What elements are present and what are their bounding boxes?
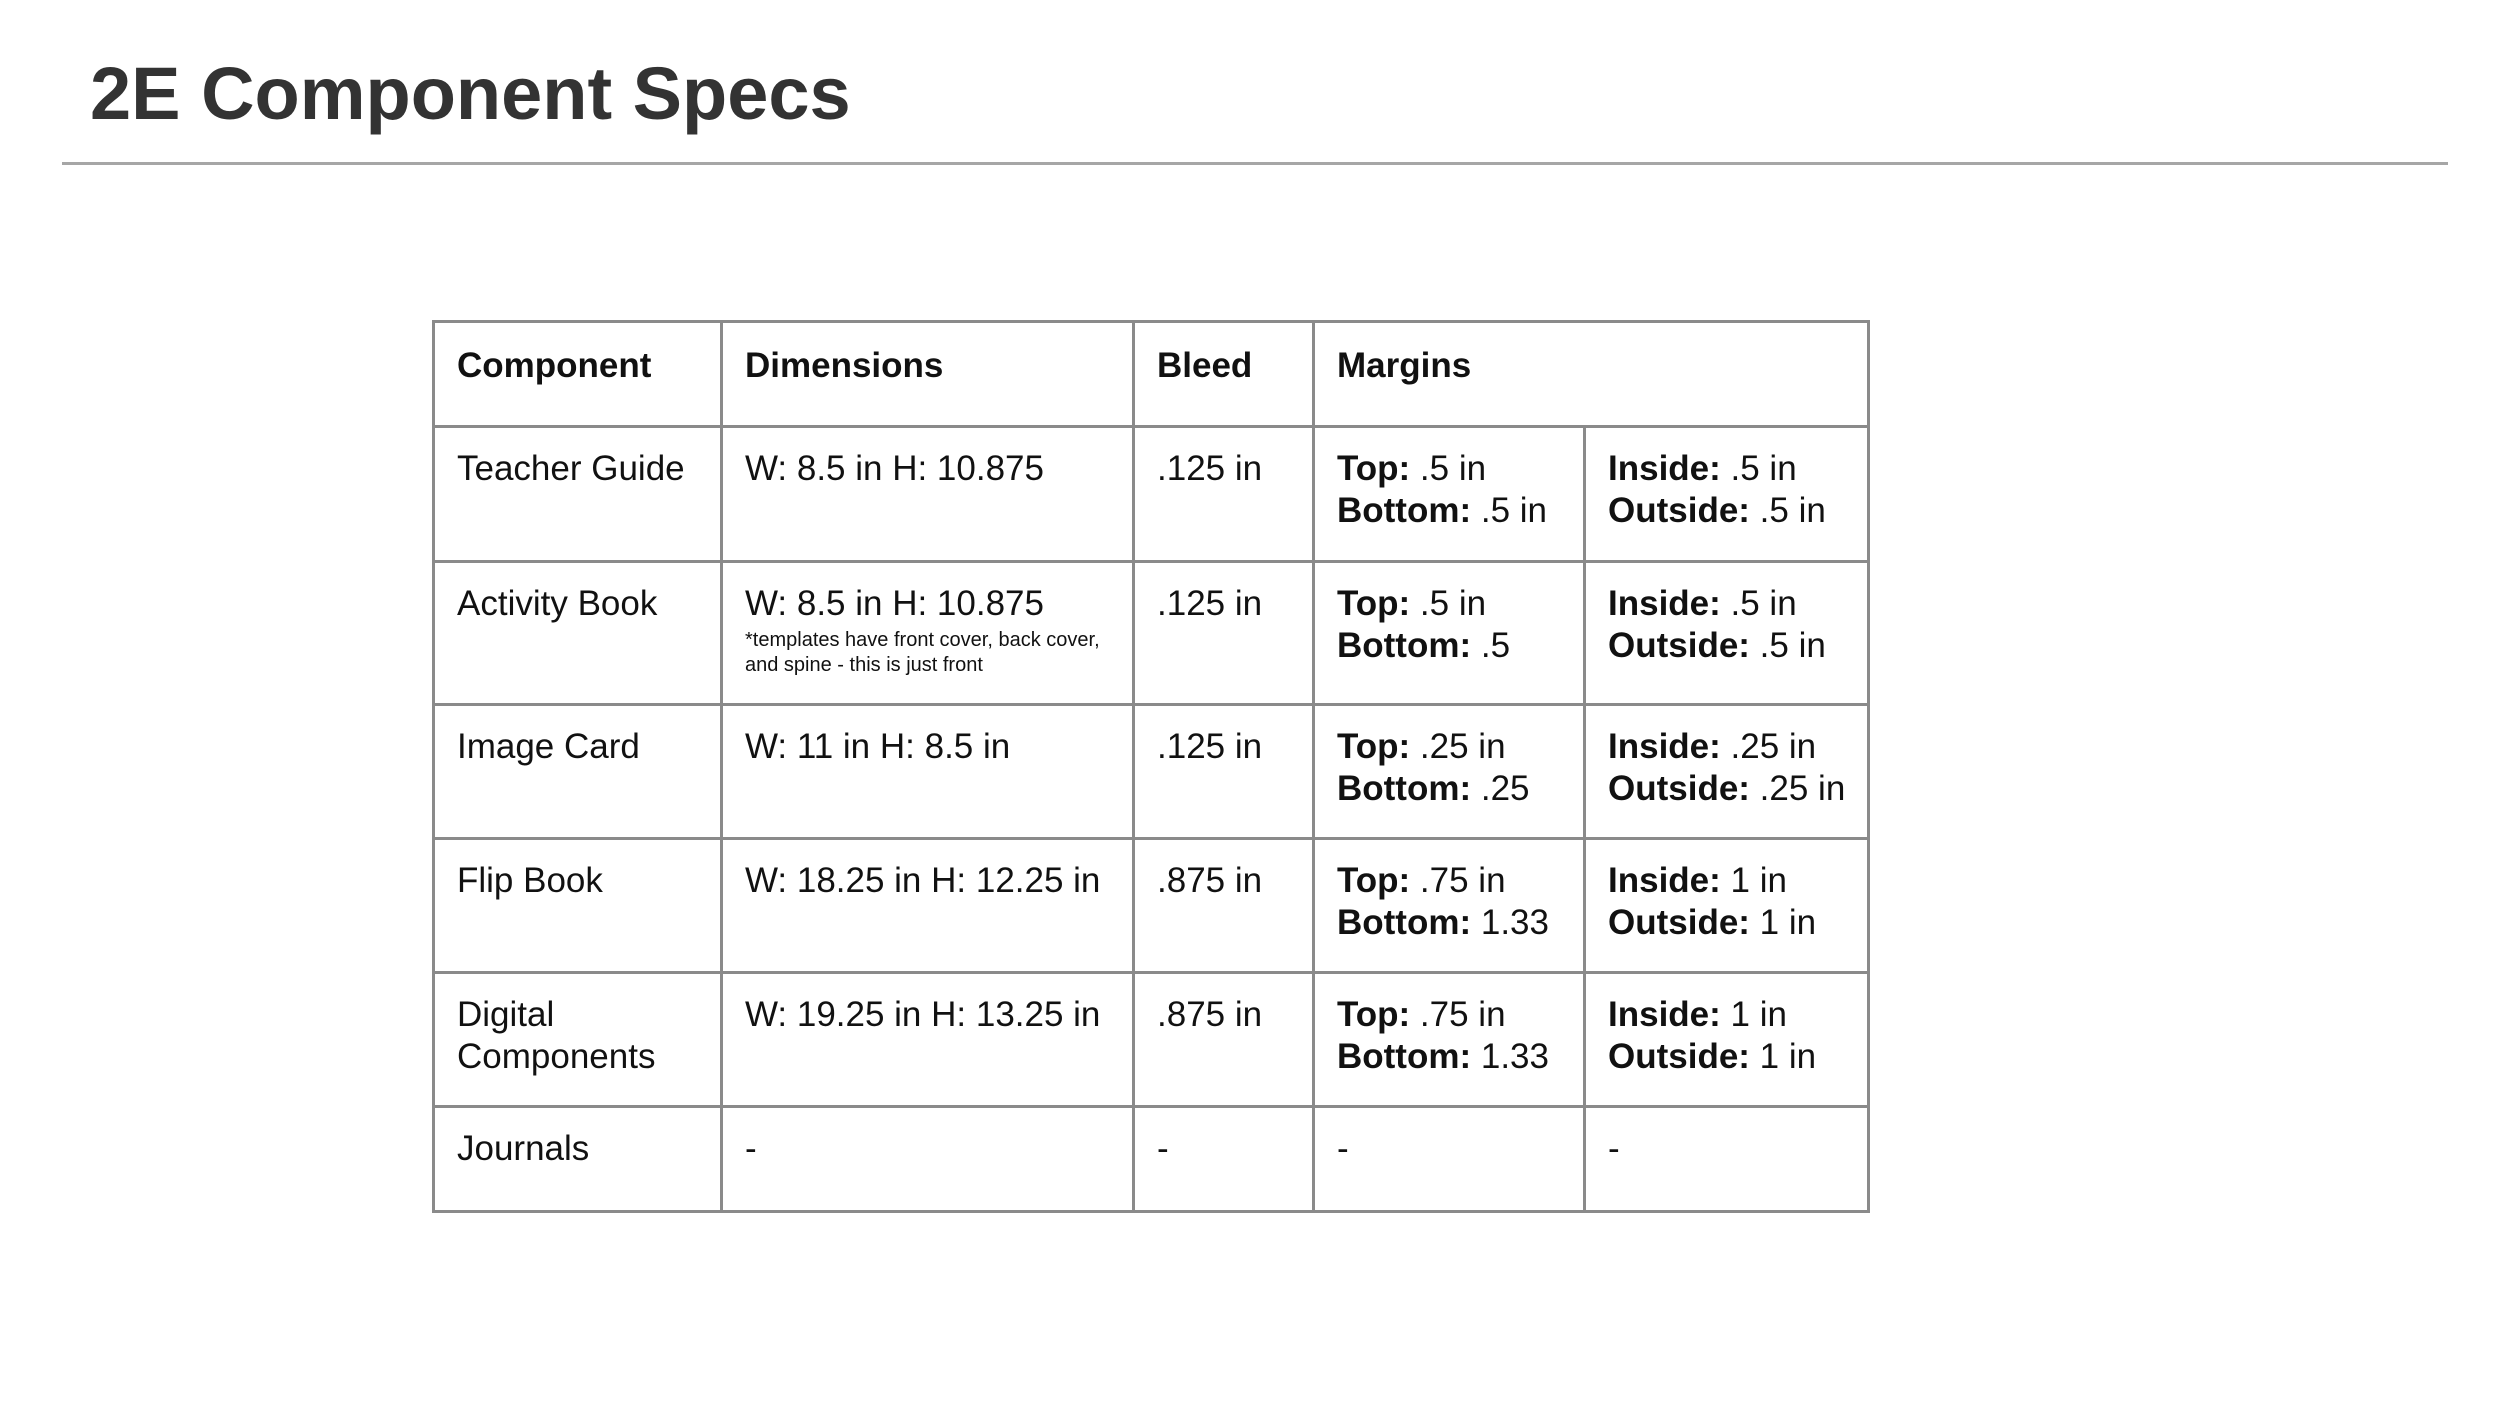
cell-bleed: .125 in	[1134, 427, 1314, 562]
bottom-value: 1.33	[1471, 903, 1549, 942]
margin-bottom-line	[1337, 902, 1561, 944]
top-label: Top:	[1337, 584, 1411, 623]
top-label: Top:	[1337, 861, 1411, 900]
cell-bleed: .875 in	[1134, 839, 1314, 973]
cell-margins-top-bottom	[1314, 973, 1585, 1107]
margin-inside-line	[1608, 726, 1845, 768]
cell-margins-top-bottom	[1314, 705, 1585, 839]
top-value: .75 in	[1410, 995, 1506, 1034]
top-label: Top:	[1337, 995, 1411, 1034]
table-row	[434, 427, 1869, 562]
header-margins: Margins	[1314, 322, 1869, 427]
margin-top-line	[1337, 994, 1561, 1036]
inside-value: .5 in	[1720, 449, 1797, 488]
top-value: .75 in	[1410, 861, 1506, 900]
cell-dimensions: W: 8.5 in H: 10.875	[722, 427, 1134, 562]
bottom-label: Bottom:	[1337, 491, 1472, 530]
margin-inside-line	[1608, 583, 1845, 625]
inside-value: .5 in	[1720, 584, 1797, 623]
cell-margins-inside-outside: -	[1585, 1107, 1869, 1212]
outside-label: Outside:	[1608, 1037, 1750, 1076]
margin-outside-line	[1608, 768, 1845, 810]
outside-value: .5 in	[1749, 626, 1826, 665]
top-value: .5 in	[1410, 584, 1487, 623]
top-value: .5 in	[1410, 449, 1487, 488]
cell-bleed: .125 in	[1134, 562, 1314, 705]
bottom-value: 1.33	[1471, 1037, 1549, 1076]
inside-label: Inside:	[1608, 861, 1721, 900]
cell-margins-top-bottom	[1314, 427, 1585, 562]
bottom-label: Bottom:	[1337, 1037, 1472, 1076]
cell-margins-top-bottom	[1314, 562, 1585, 705]
cell-dimensions	[722, 562, 1134, 705]
margin-bottom-line	[1337, 490, 1561, 532]
margin-inside-line	[1608, 860, 1845, 902]
bottom-label: Bottom:	[1337, 903, 1472, 942]
margin-bottom-line	[1337, 625, 1561, 667]
bottom-value: .5	[1471, 626, 1511, 665]
inside-value: 1 in	[1720, 861, 1787, 900]
table-row	[434, 562, 1869, 705]
cell-dimensions: W: 19.25 in H: 13.25 in	[722, 973, 1134, 1107]
top-label: Top:	[1337, 727, 1411, 766]
inside-value: .25 in	[1720, 727, 1817, 766]
cell-component: Teacher Guide	[434, 427, 722, 562]
bottom-value: .25	[1471, 769, 1530, 808]
margin-outside-line	[1608, 1036, 1845, 1078]
margin-top-line	[1337, 860, 1561, 902]
inside-label: Inside:	[1608, 449, 1721, 488]
table-row	[434, 1107, 1869, 1212]
cell-bleed: .125 in	[1134, 705, 1314, 839]
table-row	[434, 973, 1869, 1107]
cell-component: Activity Book	[434, 562, 722, 705]
outside-value: .25 in	[1749, 769, 1846, 808]
outside-value: 1 in	[1749, 1037, 1817, 1076]
margin-bottom-line	[1337, 1036, 1561, 1078]
margin-outside-line	[1608, 625, 1845, 667]
top-value: .25 in	[1410, 727, 1506, 766]
template-note: *templates have front cover, back cover, and spine - this is just front	[745, 629, 1100, 676]
inside-label: Inside:	[1608, 995, 1721, 1034]
inside-label: Inside:	[1608, 584, 1721, 623]
table-header-row	[434, 322, 1869, 427]
cell-margins-inside-outside	[1585, 973, 1869, 1107]
margin-top-line	[1337, 726, 1561, 768]
margin-inside-line	[1608, 448, 1845, 490]
margin-top-line	[1337, 448, 1561, 490]
outside-label: Outside:	[1608, 769, 1750, 808]
table-row	[434, 839, 1869, 973]
header-bleed: Bleed	[1134, 322, 1314, 427]
margin-inside-line	[1608, 994, 1845, 1036]
cell-dimensions: W: 18.25 in H: 12.25 in	[722, 839, 1134, 973]
cell-margins-inside-outside	[1585, 705, 1869, 839]
cell-margins-inside-outside	[1585, 427, 1869, 562]
inside-value: 1 in	[1720, 995, 1787, 1034]
cell-component: Flip Book	[434, 839, 722, 973]
cell-component: Image Card	[434, 705, 722, 839]
cell-component: Digital Components	[434, 973, 722, 1107]
page-title: 2E Component Specs	[90, 52, 851, 135]
header-dimensions: Dimensions	[722, 322, 1134, 427]
cell-bleed: -	[1134, 1107, 1314, 1212]
outside-value: 1 in	[1749, 903, 1817, 942]
margin-outside-line	[1608, 902, 1845, 944]
outside-label: Outside:	[1608, 903, 1750, 942]
table-row	[434, 705, 1869, 839]
bottom-value: .5 in	[1471, 491, 1548, 530]
outside-label: Outside:	[1608, 491, 1750, 530]
cell-margins-top-bottom: -	[1314, 1107, 1585, 1212]
outside-label: Outside:	[1608, 626, 1750, 665]
bottom-label: Bottom:	[1337, 626, 1472, 665]
outside-value: .5 in	[1749, 491, 1826, 530]
header-component: Component	[434, 322, 722, 427]
component-specs-table	[432, 320, 1870, 1213]
cell-margins-top-bottom	[1314, 839, 1585, 973]
margin-top-line	[1337, 583, 1561, 625]
bottom-label: Bottom:	[1337, 769, 1472, 808]
margin-bottom-line	[1337, 768, 1561, 810]
cell-component: Journals	[434, 1107, 722, 1212]
cell-bleed: .875 in	[1134, 973, 1314, 1107]
cell-margins-inside-outside	[1585, 839, 1869, 973]
cell-dimensions: -	[722, 1107, 1134, 1212]
title-divider	[62, 162, 2448, 165]
dimensions-value: W: 8.5 in H: 10.875	[745, 584, 1044, 623]
cell-margins-inside-outside	[1585, 562, 1869, 705]
inside-label: Inside:	[1608, 727, 1721, 766]
margin-outside-line	[1608, 490, 1845, 532]
cell-dimensions: W: 11 in H: 8.5 in	[722, 705, 1134, 839]
top-label: Top:	[1337, 449, 1411, 488]
